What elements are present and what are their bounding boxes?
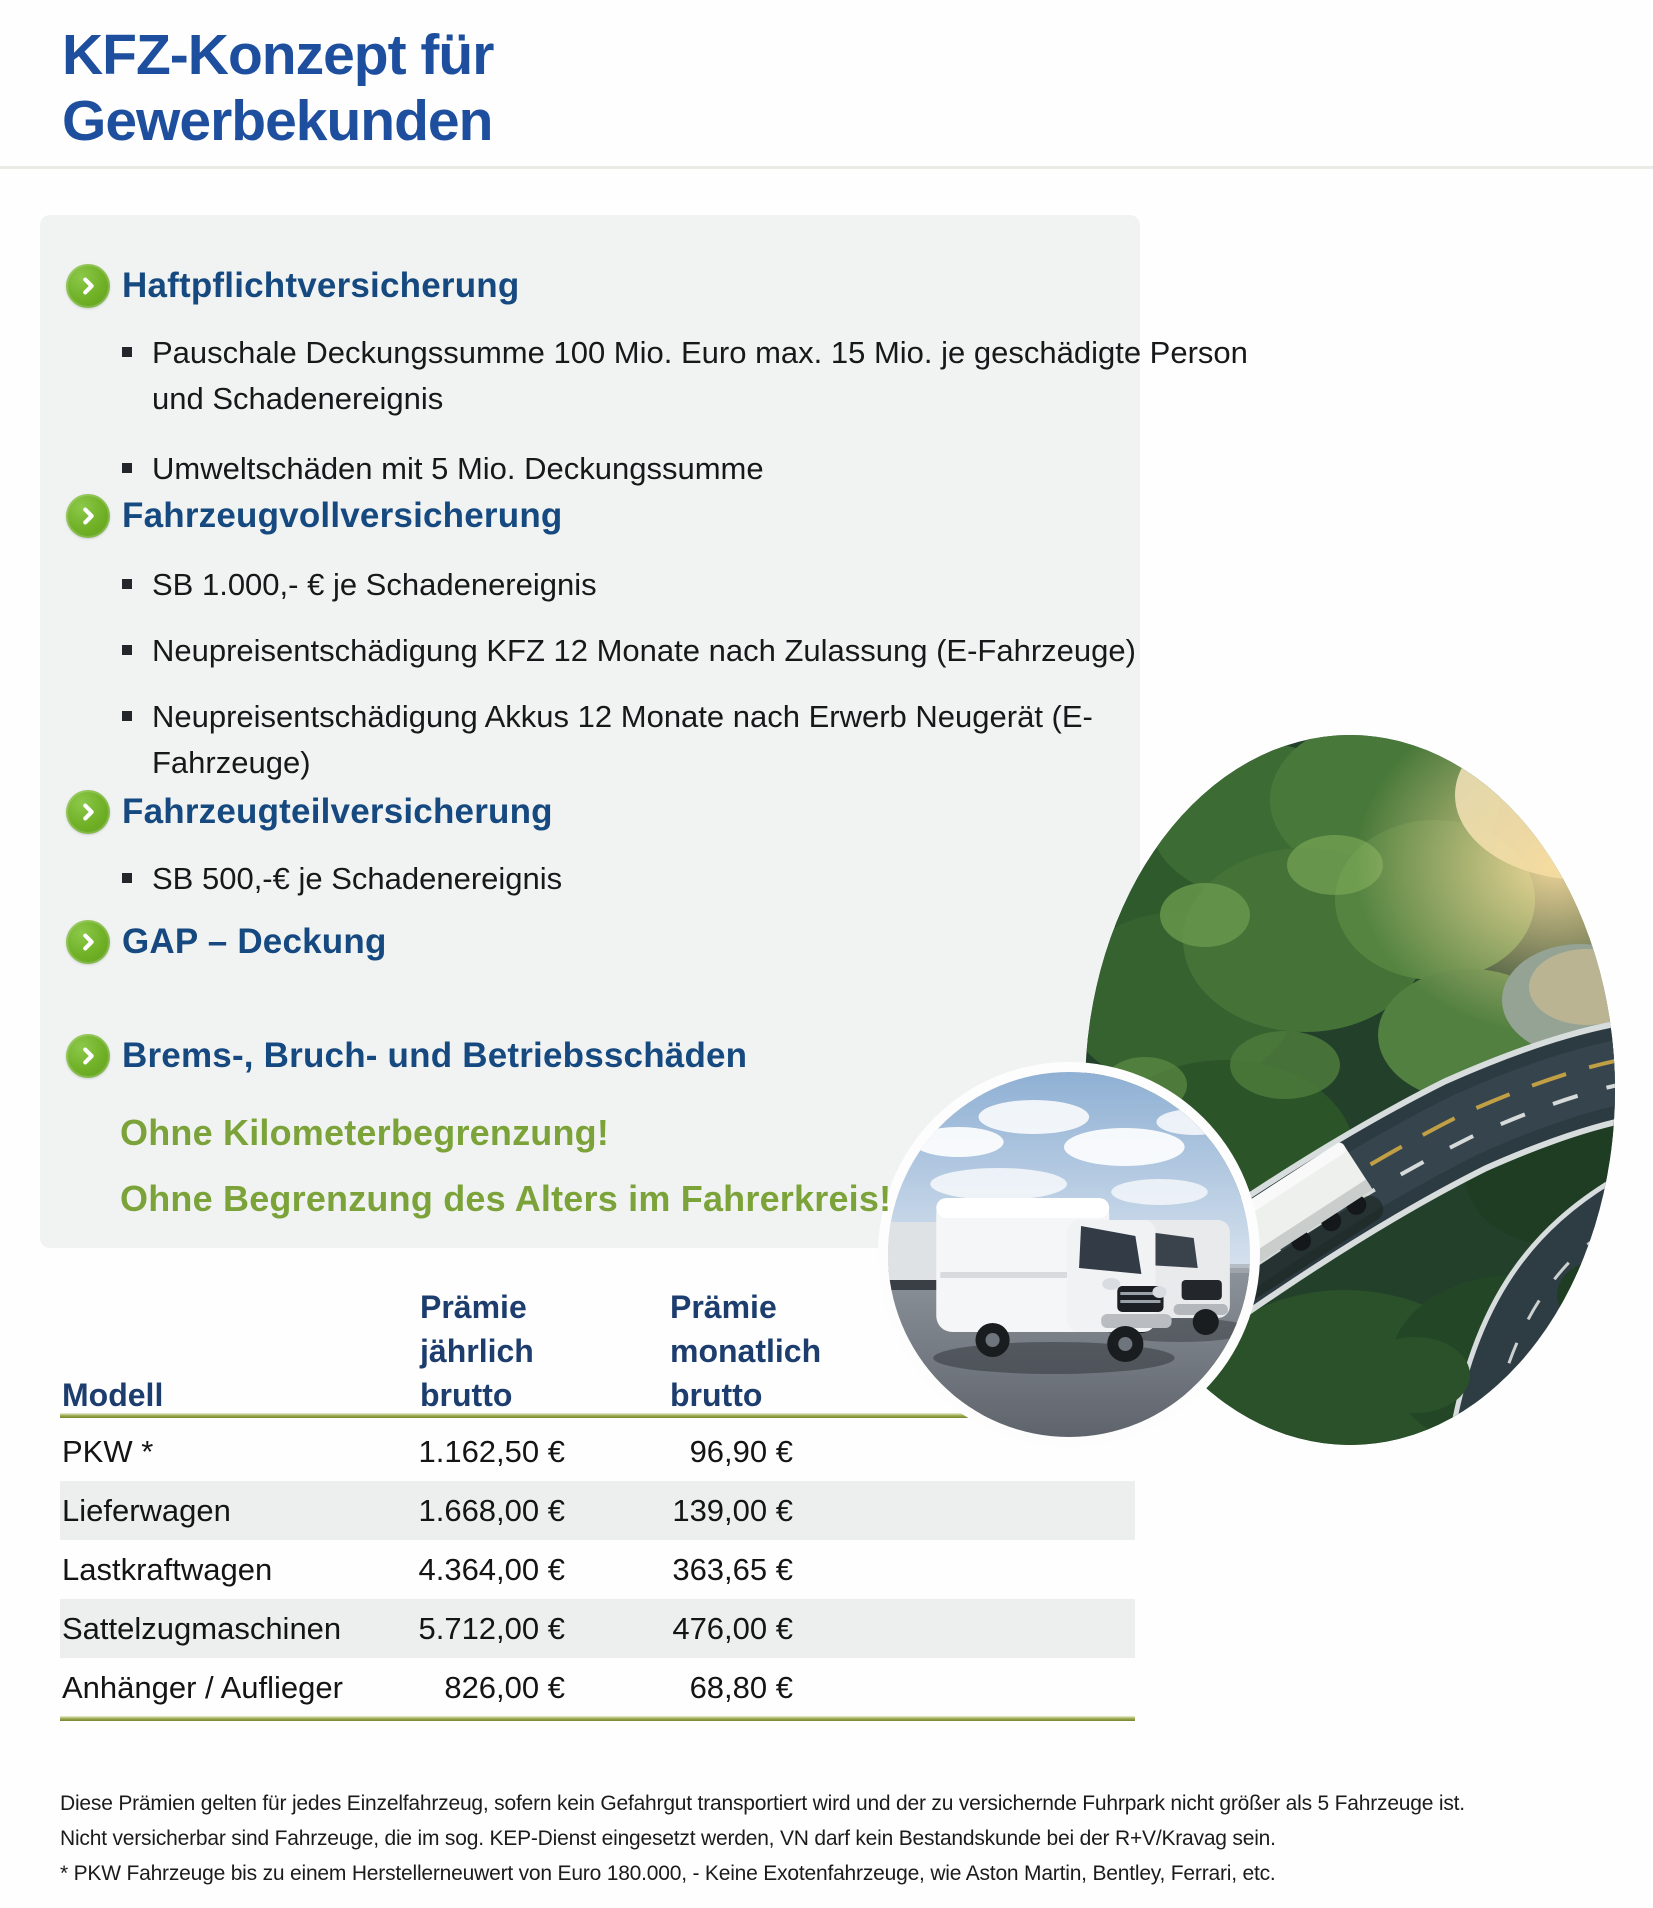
cell-model: Lastkraftwagen [62,1552,273,1587]
table-row [60,1599,1135,1658]
chevron-right-circle-icon [66,264,110,308]
column-header-yearly [420,1285,534,1417]
square-bullet-icon [122,579,132,589]
cell-monthly-premium: 96,90 € [689,1434,793,1469]
column-header-line: Prämie [420,1289,527,1325]
section-title: Haftpflichtversicherung [122,266,520,305]
table-row [60,1540,1135,1599]
column-header-line: monatlich [670,1333,822,1369]
section-title: Fahrzeugteilversicherung [122,792,553,831]
table-row [60,1481,1135,1540]
column-header-model: Modell [62,1377,164,1413]
table-row [60,1422,1135,1481]
list-item [122,446,764,492]
table-row [60,1658,1135,1717]
list-item [122,694,1093,786]
square-bullet-icon [122,463,132,473]
section-heading-brems-bruch-betriebsschaeden [66,1034,747,1078]
section-title: Fahrzeugvollversicherung [122,496,563,535]
section-heading-fahrzeugvollversicherung [66,494,562,538]
cell-model: Lieferwagen [62,1493,231,1528]
column-header-line: brutto [420,1377,513,1413]
footnote-line: * PKW Fahrzeuge bis zu einem Herstellerneuwert von Euro 180.000, - Keine Exotenfahrzeuge, wie Aston Martin, Bentley, Ferrari, etc. [60,1862,1276,1885]
title-divider [0,166,1653,169]
table-bottom-rule [60,1716,1135,1721]
cell-yearly-premium: 826,00 € [444,1670,565,1705]
cell-monthly-premium: 139,00 € [672,1493,793,1528]
cell-model: Anhänger / Auflieger [62,1670,343,1705]
cell-yearly-premium: 5.712,00 € [418,1611,565,1646]
square-bullet-icon [122,645,132,655]
page-title [62,22,493,154]
cell-monthly-premium: 363,65 € [672,1552,793,1587]
cell-monthly-premium: 476,00 € [672,1611,793,1646]
bullet-line: Neupreisentschädigung KFZ 12 Monate nach Zulassung (E-Fahrzeuge) [152,633,1136,668]
section-title: GAP – Deckung [122,922,387,961]
list-item [122,856,562,902]
square-bullet-icon [122,711,132,721]
section-heading-gap-deckung [66,920,387,964]
column-header-line: Prämie [670,1289,777,1325]
footnotes [60,1786,1620,1891]
chevron-right-circle-icon [66,920,110,964]
bullet-line: Fahrzeuge) [152,745,311,780]
chevron-right-circle-icon [66,790,110,834]
section-title: Brems-, Bruch- und Betriebsschäden [122,1036,748,1075]
square-bullet-icon [122,873,132,883]
column-header-line: jährlich [420,1333,534,1369]
highlight-no-km-limit: Ohne Kilometerbegrenzung! [120,1112,610,1153]
cell-monthly-premium: 68,80 € [689,1670,793,1705]
cell-yearly-premium: 4.364,00 € [418,1552,565,1587]
section-heading-fahrzeugteilversicherung [66,790,553,834]
chevron-right-circle-icon [66,1034,110,1078]
bullet-line: und Schadenereignis [152,381,444,416]
chevron-right-circle-icon [66,494,110,538]
cell-yearly-premium: 1.668,00 € [418,1493,565,1528]
bullet-line: SB 1.000,- € je Schadenereignis [152,567,597,602]
cell-model: PKW * [62,1434,154,1469]
square-bullet-icon [122,347,132,357]
footnote-line: Nicht versicherbar sind Fahrzeuge, die im sog. KEP-Dienst eingesetzt werden, VN darf kein Bestandskunde bei der R+V/Kravag sein. [60,1827,1276,1850]
vans-illustration [888,1072,1250,1437]
list-item [122,330,1248,422]
vans-photo [878,1062,1260,1447]
list-item [122,628,1136,674]
column-header-line: brutto [670,1377,763,1413]
bullet-line: Pauschale Deckungssumme 100 Mio. Euro max. 15 Mio. je geschädigte Person [152,335,1248,370]
cell-model: Sattelzugmaschinen [62,1611,342,1646]
footnote-line: Diese Prämien gelten für jedes Einzelfahrzeug, sofern kein Gefahrgut transportiert wird und der zu versichernde Fuhrpark nicht größer als 5 Fahrzeuge ist. [60,1792,1465,1815]
bullet-line: Neupreisentschädigung Akkus 12 Monate nach Erwerb Neugerät (E- [152,699,1093,734]
page-title-line-1: KFZ-Konzept für [62,23,494,87]
page-title-line-2: Gewerbekunden [62,89,493,153]
list-item [122,562,597,608]
cell-yearly-premium: 1.162,50 € [418,1434,565,1469]
highlight-no-age-limit: Ohne Begrenzung des Alters im Fahrerkreis! [120,1178,892,1219]
main-van [933,1198,1174,1374]
section-heading-haftpflichtversicherung [66,264,519,308]
bullet-line: SB 500,-€ je Schadenereignis [152,861,563,896]
column-header-monthly [670,1285,821,1417]
bullet-line: Umweltschäden mit 5 Mio. Deckungssumme [152,451,764,486]
